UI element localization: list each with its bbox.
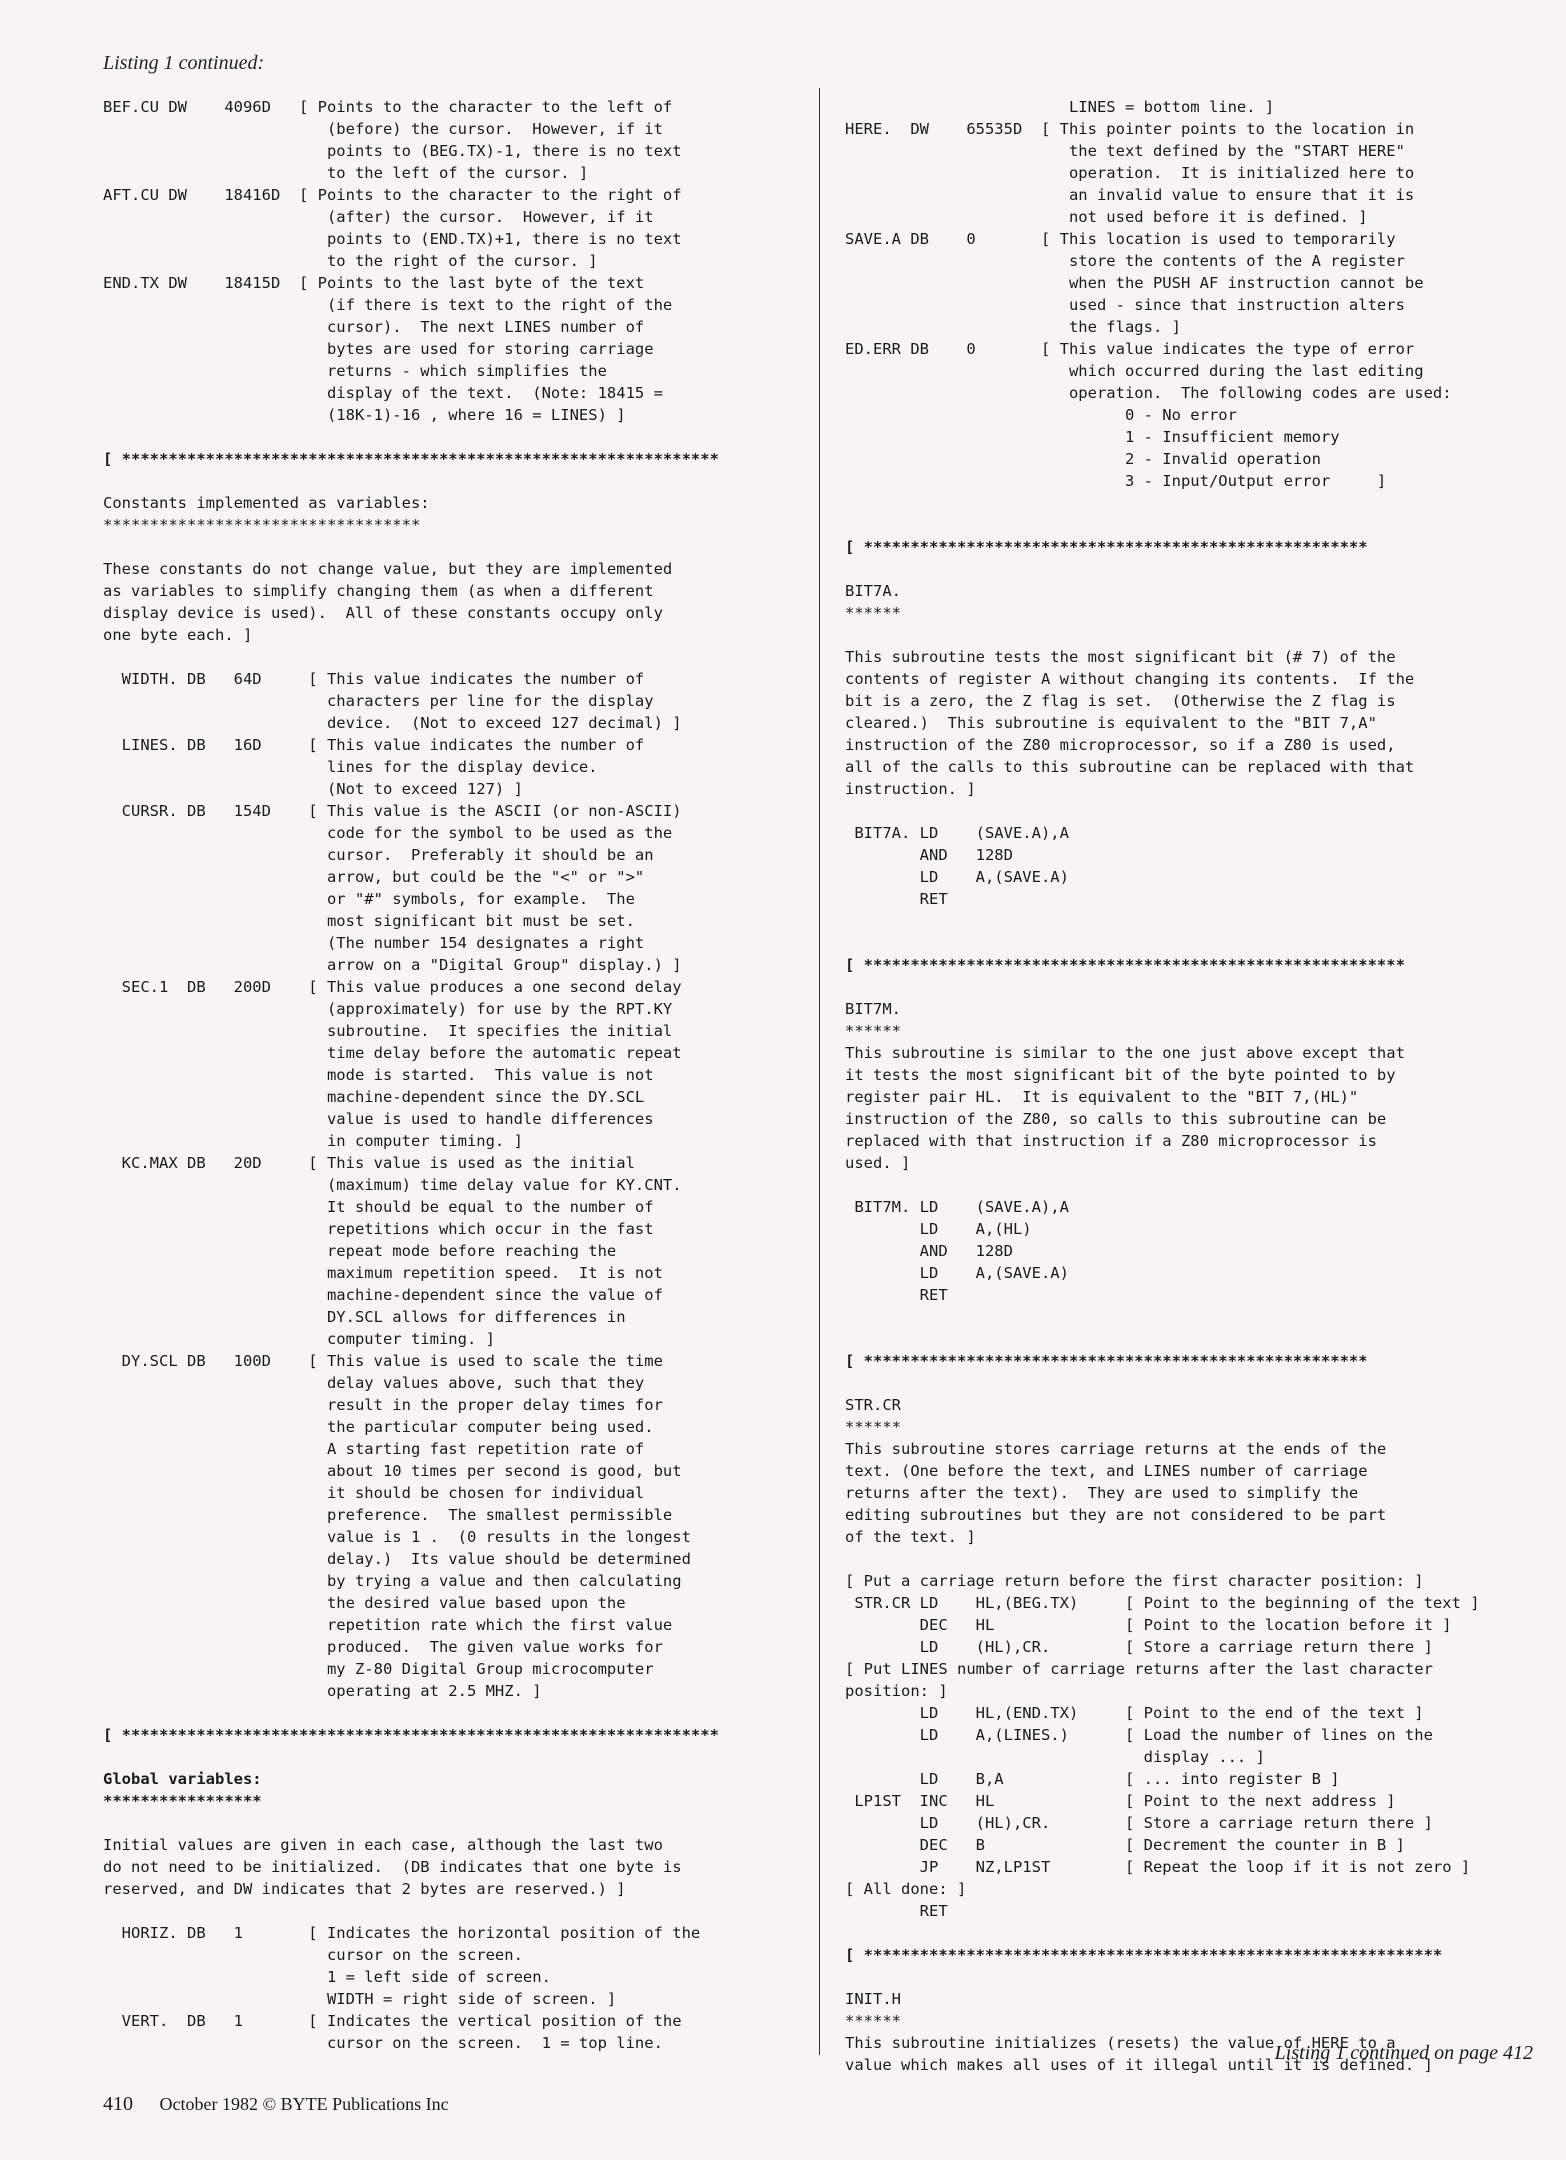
bit7a-code: BIT7A. LD (SAVE.A),A AND 128D LD A,(SAVE.A) RET: [854, 824, 1069, 908]
bit7m-code: BIT7M. LD (SAVE.A),A LD A,(HL) AND 128D LD A,(SAVE.A) RET: [854, 1198, 1069, 1304]
separator-5: [ ******************************************************: [845, 1352, 1368, 1370]
strcr-description: This subroutine stores carriage returns at the ends of the text. (One before the text, and LINES number of carriage returns after the text). They are used to simplify the editing subroutines but they are not considered to be part of the text. ]: [845, 1440, 1387, 1546]
separator-2: [ ****************************************************************: [103, 1726, 719, 1744]
strcr-title: STR.CR ******: [845, 1396, 901, 1436]
continued-note: Listing 1 continued on page 412: [1274, 2042, 1533, 2064]
dyscl-constant: DY.SCL DB 100D [ This value is used to scale the time delay values above, such that they result in the proper delay times for the particular computer being used. A starting fast repetition rate of about 10 times per second is good, but it should be chosen for individual preference. The smallest permissible value is 1 . (0 results in the longest delay.) Its value should be determined by trying a value and then calculating the desired value based upon the repetition rate which the first value produced. The given value works for my Z-80 Digital Group microcomputer operating at 2.5 MHZ. ]: [121, 1352, 691, 1700]
bit7a-title: BIT7A. ******: [845, 582, 901, 622]
lines-constant: LINES. DB 16D [ This value indicates the number of lines for the display device. (Not to exceed 127) ]: [121, 736, 645, 798]
page-footer: [103, 2093, 449, 2116]
left-column: [103, 96, 803, 2054]
column-divider: [819, 88, 820, 2055]
here-variable: HERE. DW 65535D [ This pointer points to the location in the text defined by the "START HERE" operation. It is initialized here to an invalid value to ensure that it is not used before it is defined. ]: [845, 120, 1415, 226]
listing-header: Listing 1 continued:: [103, 52, 265, 74]
bit7a-description: This subroutine tests the most significant bit (# 7) of the contents of register A without changing its contents. If the bit is a zero, the Z flag is set. (Otherwise the Z flag is cleared.) This subroutine is equivalent to the "BIT 7,A" instruction of the Z80 microprocessor, so if a Z80 is used, all of the calls to this subroutine can be replaced with that instruction. ]: [845, 648, 1415, 798]
inith-description: This subroutine initializes (resets) the value of HERE to a value which makes all uses of it illegal until it is defined. ]: [845, 2034, 1433, 2074]
separator-4: [ **********************************************************: [845, 956, 1405, 974]
page-number: 410: [103, 2093, 133, 2115]
separator-1: [ ****************************************************************: [103, 450, 719, 468]
separator-6: [ **************************************************************: [845, 1946, 1443, 1964]
constants-intro: These constants do not change value, but they are implemented as variables to simplify changing them (as when a different display device is used). All of these constants occupy only one byte each. ]: [103, 560, 673, 644]
constants-title: Constants implemented as variables: **********************************: [103, 494, 430, 534]
bit7m-description: This subroutine is similar to the one just above except that it tests the most significant bit of the byte pointed to by register pair HL. It is equivalent to the "BIT 7,(HL)" instruction of the Z80, so calls to this subroutine can be replaced with that instruction if a Z80 microprocessor is used. ]: [845, 1044, 1405, 1172]
separator-3: [ ******************************************************: [845, 538, 1368, 556]
strcr-code: [ Put a carriage return before the first character position: ] STR.CR LD HL,(BEG.TX) [ Point to the beginning of the text ] DEC HL [ Point to the location before it ] LD (HL),CR. [ Store a carriage return there ] [ Put LINES number of carriage returns after the last character position: ] LD HL,(END.TX) [ Point to the end of the text ] LD A,(LINES.) [ Load the number of lines on the display ... ] LD B,A [ ... into register B ] LP1ST INC HL [ Point to the next address ] LD (HL),CR. [ Store a carriage return there ] DEC B [ Decrement the counter in B ] JP NZ,LP1ST [ Repeat the loop if it is not zero ] [ All done: ] RET: [845, 1572, 1480, 1920]
global-variables-title: Global variables: *****************: [103, 1770, 262, 1810]
width-constant: WIDTH. DB 64D [ This value indicates the number of characters per line for the display device. (Not to exceed 127 decimal) ]: [121, 670, 682, 732]
sec1-constant: SEC.1 DB 200D [ This value produces a one second delay (approximately) for use by the RPT.KY subroutine. It specifies the initial time delay before the automatic repeat mode is started. This value is not machine-dependent since the DY.SCL value is used to handle differences in computer timing. ]: [121, 978, 682, 1150]
ederr-variable: ED.ERR DB 0 [ This value indicates the type of error which occurred during the last editing operation. The following codes are used: 0 - No error 1 - Insufficient memory 2 - Invalid operation 3 - Input/Output error ]: [845, 340, 1452, 490]
right-column: [845, 96, 1535, 2076]
aft-cu-entry: AFT.CU DW 18416D [ Points to the character to the right of (after) the cursor. However, if it points to (END.TX)+1, there is no text to the right of the cursor. ]: [103, 186, 682, 270]
bit7m-title: BIT7M. ******: [845, 1000, 901, 1040]
horiz-variable: HORIZ. DB 1 [ Indicates the horizontal position of the cursor on the screen. 1 = left side of screen. WIDTH = right side of screen. ]: [121, 1924, 701, 2008]
publication-credit: October 1982 © BYTE Publications Inc: [159, 2094, 449, 2114]
bef-cu-entry: BEF.CU DW 4096D [ Points to the character to the left of (before) the cursor. However, if it points to (BEG.TX)-1, there is no text to the left of the cursor. ]: [103, 98, 682, 182]
inith-title: INIT.H ******: [845, 1990, 901, 2030]
savea-variable: SAVE.A DB 0 [ This location is used to temporarily store the contents of the A register when the PUSH AF instruction cannot be used - since that instruction alters the flags. ]: [845, 230, 1424, 336]
kcmax-constant: KC.MAX DB 20D [ This value is used as the initial (maximum) time delay value for KY.CNT. It should be equal to the number of repetitions which occur in the fast repeat mode before reaching the maximum repetition speed. It is not machine-dependent since the value of DY.SCL allows for differences in computer timing. ]: [121, 1154, 682, 1348]
vert-variable: VERT. DB 1 [ Indicates the vertical position of the cursor on the screen. 1 = top line.: [121, 2012, 682, 2052]
cursr-constant: CURSR. DB 154D [ This value is the ASCII (or non-ASCII) code for the symbol to be used as the cursor. Preferably it should be an arrow, but could be the "<" or ">" or "#" symbols, for example. The most significant bit must be set. (The number 154 designates a right arrow on a "Digital Group" display.) ]: [121, 802, 682, 974]
vert-variable-continued: LINES = bottom line. ]: [845, 98, 1275, 116]
end-tx-entry: END.TX DW 18415D [ Points to the last byte of the text (if there is text to the right of the cursor). The next LINES number of bytes are used for storing carriage returns - which simplifies the display of the text. (Note: 18415 = (18K-1)-16 , where 16 = LINES) ]: [103, 274, 673, 424]
global-variables-intro: Initial values are given in each case, although the last two do not need to be initialized. (DB indicates that one byte is reserved, and DW indicates that 2 bytes are reserved.) ]: [103, 1836, 682, 1898]
